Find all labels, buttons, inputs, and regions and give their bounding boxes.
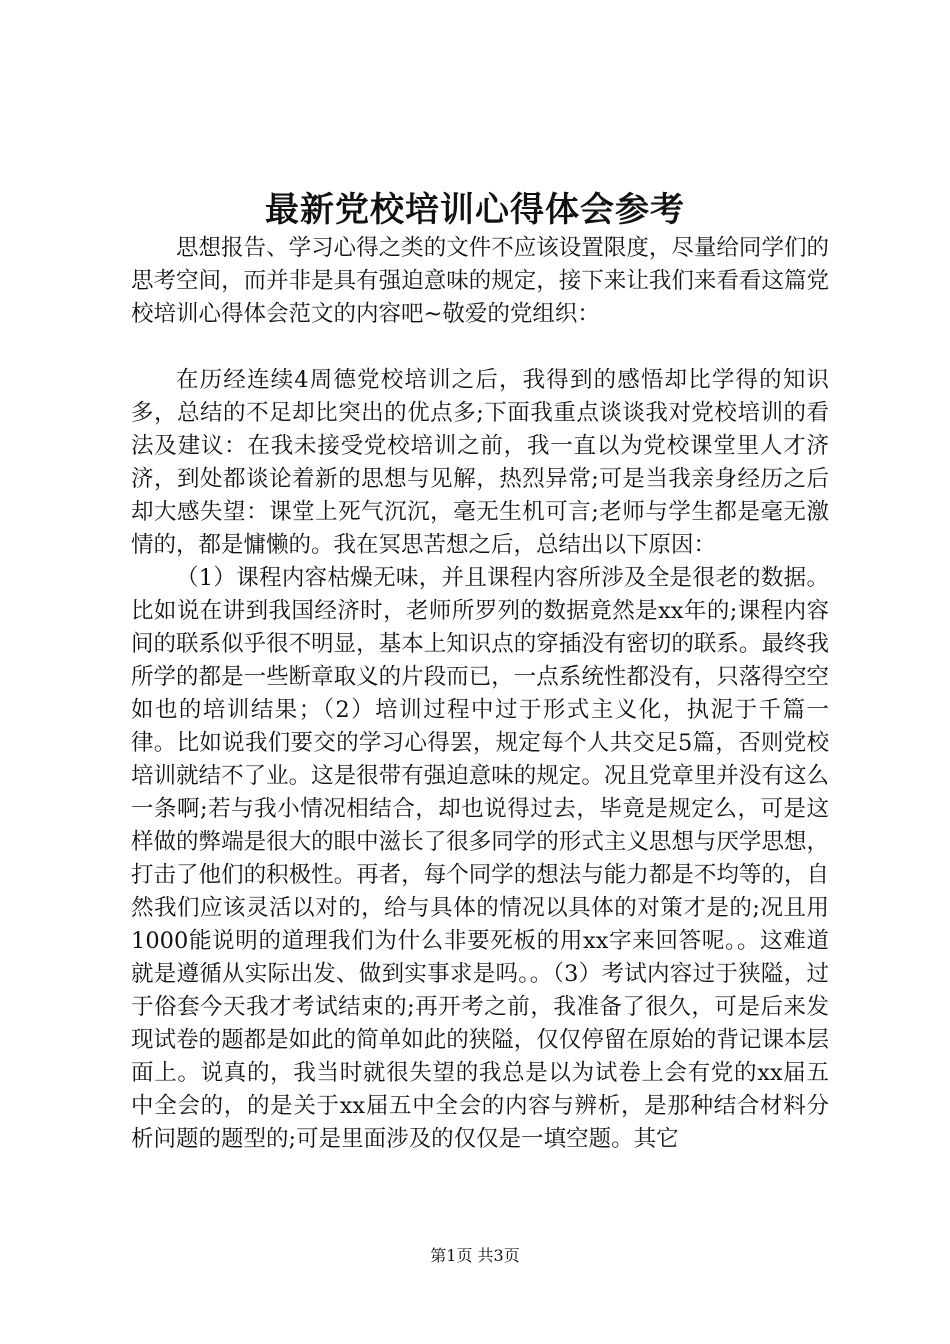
page-footer: 第1页 共3页 [430, 1246, 520, 1265]
paragraph-experience: 在历经连续4周德党校培训之后，我得到的感悟却比学得的知识多，总结的不足却比突出的优点多;下面我重点谈谈我对党校培训的看法及建议：在我未接受党校培训之前，我一直以为党校课堂里人才济济，到处都谈论着新的思想与见解，热烈异常;可是当我亲身经历之后却大感失望：课堂上死气沉沉，毫无生机可言;老师与学生都是毫无激情的，都是慵懒的。我在冥思苦想之后，总结出以下原因： [131, 367, 829, 558]
document-body [131, 232, 829, 1156]
paragraph-intro: 思想报告、学习心得之类的文件不应该设置限度，尽量给同学们的思考空间，而并非是具有强迫意味的规定，接下来让我们来看看这篇党校培训心得体会范文的内容吧~敬爱的党组织： [131, 235, 829, 327]
document-title: 最新党校培训心得体会参考 [265, 190, 685, 230]
paragraph-reasons: （1）课程内容枯燥无味，并且课程内容所涉及全是很老的数据。比如说在讲到我国经济时，老师所罗列的数据竟然是xx年的;课程内容间的联系似乎很不明显，基本上知识点的穿插没有密切的联系。最终我所学的都是一些断章取义的片段而已，一点系统性都没有，只落得空空如也的培训结果；（2）培训过程中过于形式主义化，执泥于千篇一律。比如说我们要交的学习心得罢，规定每个人共交足5篇，否则党校培训就结不了业。这是很带有强迫意味的规定。况且党章里并没有这么一条啊;若与我小情况相结合，却也说得过去，毕竟是规定么，可是这样做的弊端是很大的眼中滋长了很多同学的形式主义思想与厌学思想，打击了他们的积极性。再者，每个同学的想法与能力都是不均等的，自然我们应该灵活以对的，给与具体的情况以具体的对策才是的;况且用1000能说明的道理我们为什么非要死板的用xx字来回答呢。。这难道就是遵循从实际出发、做到实事求是吗。。（3）考试内容过于狭隘，过于俗套今天我才考试结束的;再开考之前，我准备了很久，可是后来发现试卷的题都是如此的简单如此的狭隘，仅仅停留在原始的背记课本层面上。说真的，我当时就很失望的我总是以为试卷上会有党的xx届五中全会的，的是关于xx届五中全会的内容与辨析，是那种结合材料分析问题的题型的;可是里面涉及的仅仅是一填空题。其它 [131, 565, 829, 1152]
